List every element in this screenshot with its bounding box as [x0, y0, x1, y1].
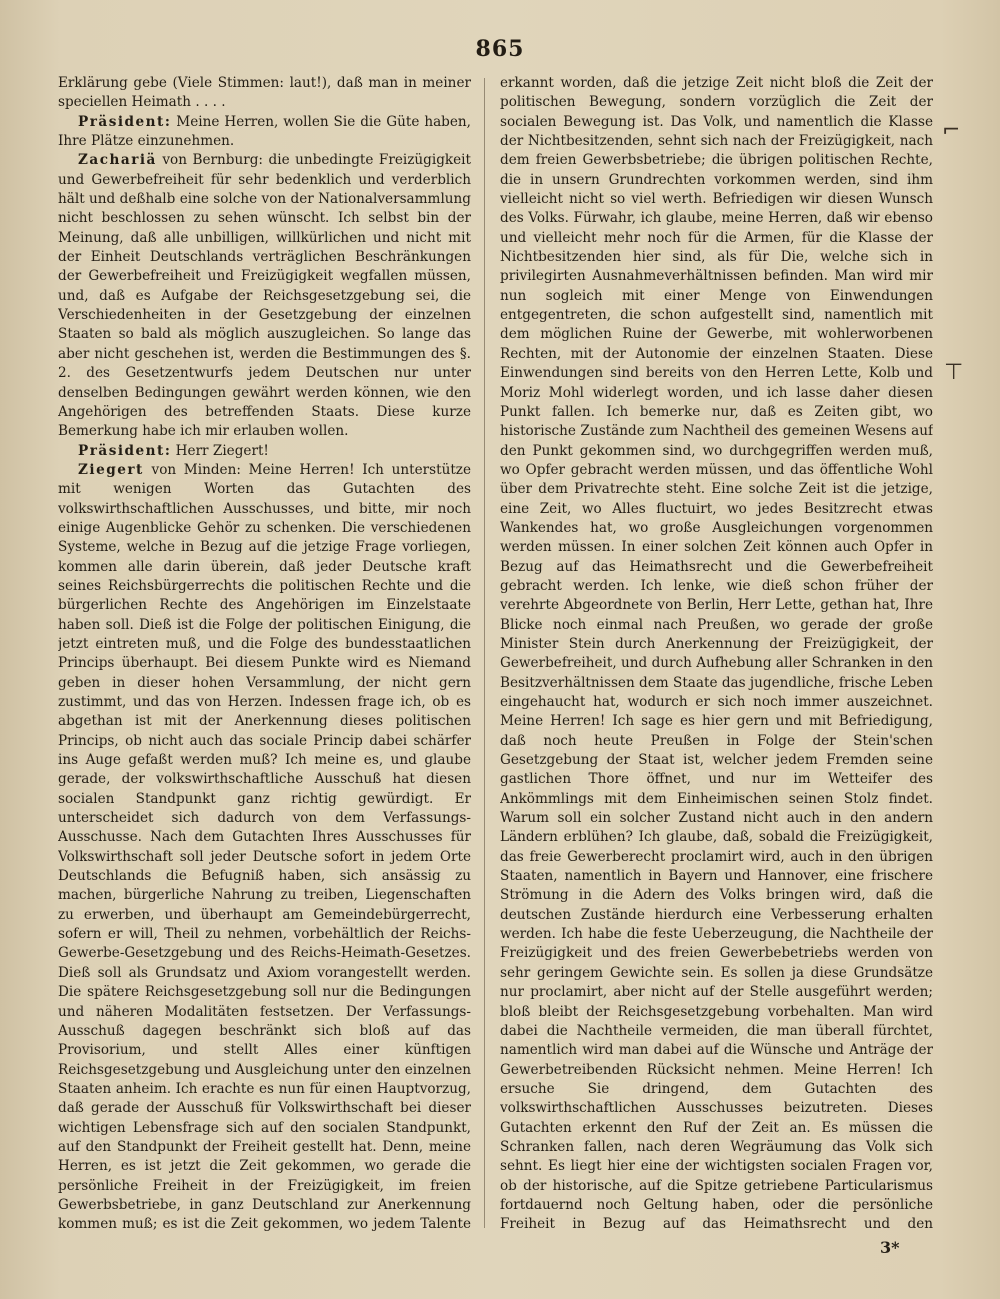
- printer-signature: 3*: [880, 1238, 900, 1257]
- paragraph: erkannt worden, daß die jetzige Zeit nicht bloß die Zeit der politischen Bewegung, sondern vorzüglich die Zeit der socialen Bewegung ist. Das Volk, und namentlich die Klasse der Nichtbesitzenden, sehnt sich nach der Freizügigkeit, nach dem freien Gewerbsbetriebe; die übrigen politischen Rechte, die in unsern Grundrechten vorkommen werden, sind ihm vielleicht nicht so viel werth. Befriedigen wir diesen Wunsch des Volks. Fürwahr, ich glaube, meine Herren, daß wir ebenso und vielleicht mehr noch für die Armen, für die Klasse der Nichtbesitzenden hier sind, als für Die, welche sich in privilegirten Ausnahmeverhältnissen befinden. Man wird mir nun sogleich mit einer Menge von Einwendungen entgegentreten, die schon aufgestellt sind, namentlich mit dem möglichen Ruine der Gewerbe, mit wohlerworbenen Rechten, mit der Autonomie der einzelnen Staaten. Diese Einwendungen sind bereits von den Herren Lette, Kolb und Moriz Mohl widerlegt worden, und ich lasse daher diesen Punkt fallen. Ich bemerke nur, daß es Zeiten gibt, wo historische Zustände zum Nachtheil des gemeinen Wesens auf den Punkt gekommen sind, wo durchgegriffen werden muß, wo Opfer gebracht werden müssen, und das öffentliche Wohl über dem Privatrechte steht. Eine solche Zeit ist die jetzige, eine Zeit, wo Alles fluctuirt, wo jedes Besitzrecht etwas Wankendes hat, wo große Ausgleichungen vorgenommen werden müssen. In einer solchen Zeit können auch Opfer in Bezug auf das Heimathsrecht und die Gewerbefreiheit gebracht werden. Ich lenke, wie dieß schon früher der verehrte Abgeordnete von Berlin, Herr Lette, gethan hat, Ihre Blicke noch einmal nach Preußen, wo gerade der große Minister Stein durch Anerkennung der Freizügigkeit, der Gewerbefreiheit, und durch Aufhebung aller Schranken in den Besitzverhältnissen dem Staate das jugendliche, frische Leben eingehaucht hat, wodurch er sich noch immer auszeichnet. Meine Herren! Ich sage es hier gern und mit Befriedigung, daß noch heute Preußen in Folge der Stein'schen Gesetzgebung der Staat ist, welcher jedem Fremden seine gastlichen Thore öffnet, und nur im Wetteifer des Ankömmlings mit dem Einheimischen seinen Stolz findet. Warum soll ein solcher Zustand nicht auch in den andern Ländern erblühen? Ich glaube, daß, sobald die Freizügigkeit, das freie Gewerberecht proclamirt wird, auch in den übrigen Staaten, namentlich in Bayern und Hannover, eine frischere Strömung in die Adern des Volks bringen wird, daß die deutschen Zustände hierdurch eine Verbesserung erhalten werden. Ich habe die feste Ueberzeugung, die Nachtheile der Freizügigkeit und des freien Gewerbebetriebs werden von sehr geringem Gewichte sein. Es sollen ja diese Grundsätze nur proclamirt, aber nicht auf der Stelle ausgeführt werden; bloß bleibt der Reichsgesetzgebung vorbehalten. Man wird dabei die Nachtheile vermeiden, die man überall fürchtet, namentlich wird man dabei auf die Wünsche und Anträge der Gewerbetreibenden Rücksicht nehmen. Meine Herren! Ich ersuche Sie dringend, dem Gutachten des volkswirthschaftlichen Ausschusses beizutreten. Dieses Gutachten erkennt den Ruf der Zeit an. Es müssen die Schranken fallen, nach deren Wegräumung das Volk sich sehnt. Es liegt hier eine der wichtigsten socialen Fragen vor, ob der historische, auf die Spitze getriebene Particularismus fortdauernd noch Geltung haben, oder die persönliche Freiheit in Bezug auf das Heimathsrecht und den: [500, 75, 933, 1233]
- speaker-name: Präsident:: [78, 113, 172, 130]
- speaker-name: Ziegert: [78, 461, 144, 478]
- speech-text: Herr Ziegert!: [171, 442, 269, 459]
- speech-text: von Bernburg: die unbedingte Freizügigkeit und Gewerbefreiheit für sehr bedenklich und verderblich hält und deßhalb eine solche von der Nationalversammlung nicht beschlossen zu sehen wünscht. Ich selbst bin der Meinung, daß alle unbilligen, willkürlichen und nicht mit der Einheit Deutschlands verträglichen Beschränkungen der Gewerbefreiheit und Freizügigkeit wegfallen müssen, und, daß es Aufgabe der Reichsgesetzgebung sei, die Verschiedenheiten in der Gesetzgebung der einzelnen Staaten so bald als möglich auszugleichen. So lange das aber nicht geschehen ist, werden die Bestimmungen des §. 2. des Gesetzentwurfs jedem Deutschen nur unter denselben Bedingungen gewährt werden können, wie den Angehörigen des betreffenden Staats. Diese kurze Bemerkung habe ich mir erlauben wollen.: [58, 152, 471, 440]
- paragraph: [58, 151, 471, 441]
- margin-mark-icon: ⌐: [942, 118, 961, 143]
- paragraph: Erklärung gebe (Viele Stimmen: laut!), daß man in meiner speciellen Heimath . . . .: [58, 75, 471, 111]
- paragraph: [58, 461, 471, 1234]
- speaker-name: Präsident:: [78, 442, 172, 459]
- left-column: [58, 74, 471, 1234]
- column-divider: [484, 78, 485, 1228]
- speech-text: Meine Herren, wollen Sie die Güte haben, Ihre Plätze einzunehmen.: [58, 113, 471, 150]
- right-column: [500, 74, 933, 1234]
- page-number: 865: [475, 36, 525, 62]
- margin-mark-icon: ⊤: [944, 360, 964, 385]
- paragraph: [58, 113, 471, 152]
- speaker-name: Zachariä: [78, 152, 157, 169]
- paragraph: [58, 442, 471, 461]
- speech-text: von Minden: Meine Herren! Ich unterstütze mit wenigen Worten das Gutachten des volkswirthschaftlichen Ausschusses, und bitte, mir noch einige Augenblicke Gehör zu schenken. Die verschiedenen Systeme, welche in Bezug auf die jetzige Frage vorliegen, kommen alle darin überein, daß jeder Deutsche kraft seines Reichsbürgerrechts die politischen Rechte und die bürgerlichen Rechte des Angehörigen im Einzelstaate haben soll. Dieß ist die Folge der politischen Einigung, die jetzt eintreten muß, und die Folge des bundesstaatlichen Princips überhaupt. Bei diesem Punkte wird es Niemand geben in dieser hohen Versammlung, der nicht gern zustimmt, und das von Herzen. Indessen frage ich, ob es abgethan ist mit der Anerkennung dieses politischen Princips, ob nicht auch das sociale Princip dabei schärfer ins Auge gefaßt werden muß? Ich meine es, und glaube gerade, der volkswirthschaftliche Ausschuß hat diesen socialen Standpunkt ganz richtig gewürdigt. Er unterscheidet sich dadurch von dem Verfassungs-Ausschusse. Nach dem Gutachten Ihres Ausschusses für Volkswirthschaft soll jeder Deutsche sofort in jedem Orte Deutschlands die Befugniß haben, sich ansässig zu machen, bürgerliche Nahrung zu treiben, Liegenschaften zu erwerben, und überhaupt am Gemeindebürgerrecht, sofern er will, Theil zu nehmen, vorbehältlich der Reichs-Gewerbe-Gesetzgebung und des Reichs-Heimath-Gesetzes. Dieß soll als Grundsatz und Axiom vorangestellt werden. Die spätere Reichsgesetzgebung soll nur die Bedingungen und näheren Modalitäten festsetzen. Der Verfassungs-Ausschuß dagegen beschränkt sich bloß auf das Provisorium, und stellt Alles einer künftigen Reichsgesetzgebung und Ausgleichung unter den einzelnen Staaten anheim. Ich erachte es nun für einen Hauptvorzug, daß gerade der Ausschuß für Volkswirthschaft bei dieser wichtigen Lebensfrage sich auf den socialen Standpunkt, auf den Standpunkt der Freiheit gestellt hat. Denn, meine Herren, es ist jetzt die Zeit gekommen, wo gerade die persönliche Freiheit in der Freizügigkeit, im freien Gewerbsbetriebe, in ganz Deutschland zur Anerkennung kommen muß; es ist die Zeit gekommen, wo jedem Talente: [58, 461, 471, 1233]
